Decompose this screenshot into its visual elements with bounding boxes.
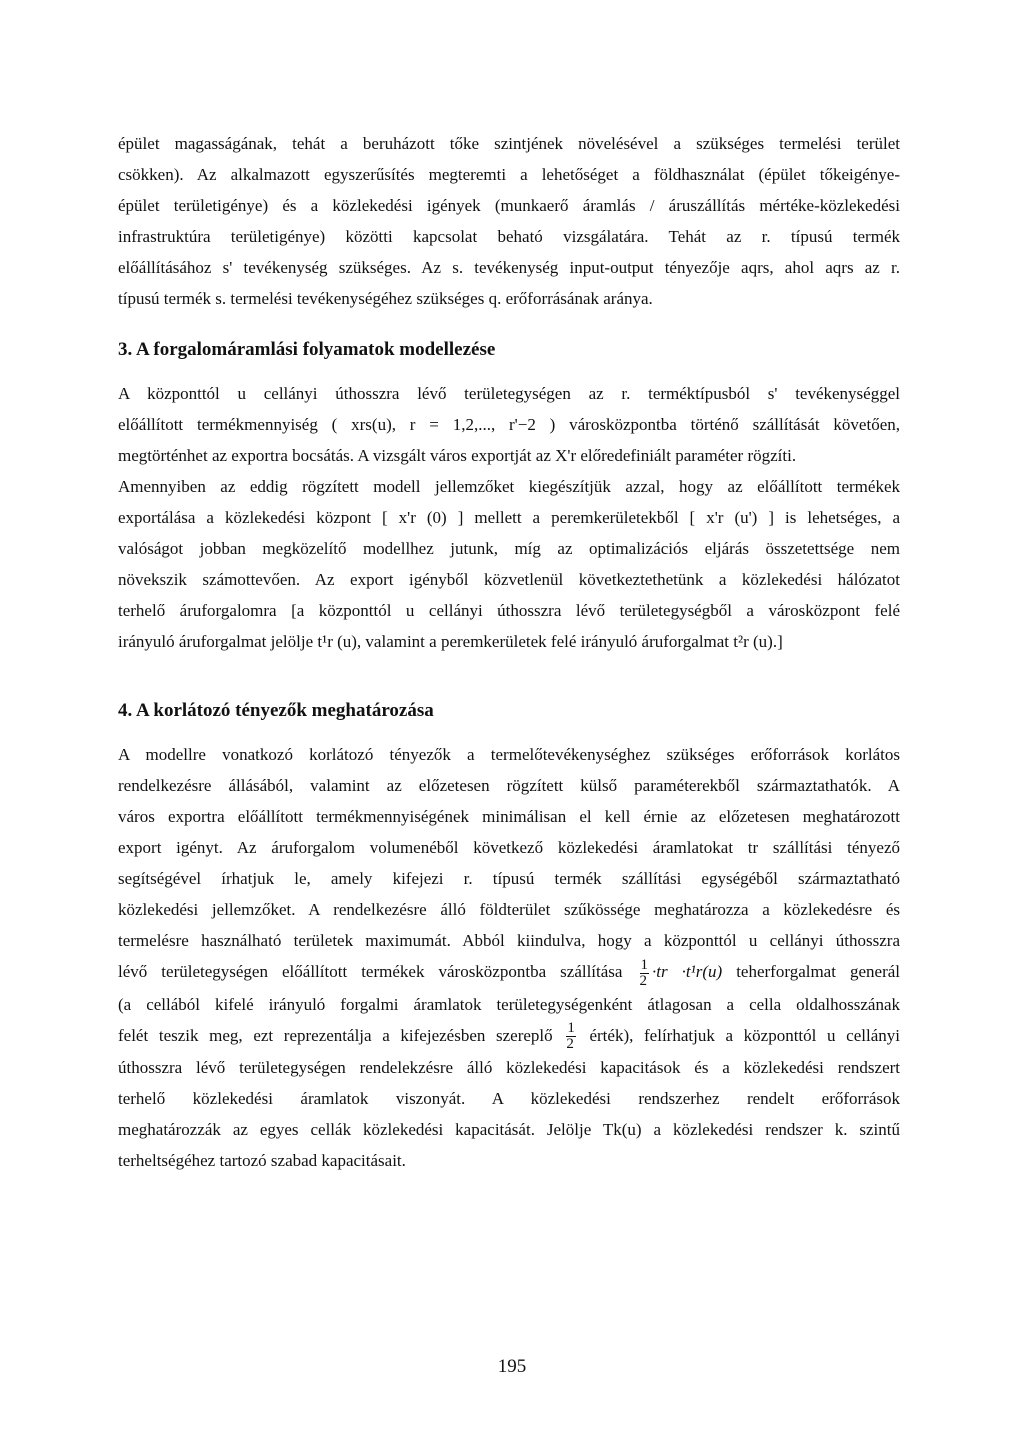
text-line-with-fraction — [118, 1020, 900, 1053]
text-line: meghatározzák az egyes cellák közlekedési kapacitását. Jelölje Tk(u) a közlekedési rendszer k. szintű — [118, 1120, 900, 1140]
document-page — [118, 128, 900, 1176]
fraction-one-half — [566, 1021, 576, 1052]
text-line: épület területigénye) és a közlekedési igények (munkaerő áramlás / áruszállítás mértéke-közlekedési — [118, 196, 900, 215]
text-line: növekszik számottevően. Az export igényből közvetlenül következtethetünk a közlekedési hálózatot — [118, 570, 900, 589]
text-line: előállításához s' tevékenység szükséges. Az s. tevékenység input-output tényezője aqrs, ahol aqrs az r. — [118, 258, 900, 277]
fraction-denominator: 2 — [566, 1036, 574, 1053]
intro-paragraph — [118, 128, 900, 314]
text-line: megtörténhet az exportra bocsátás. A vizsgált város exportját az X'r előredefiniált paraméter rögzíti. — [118, 446, 797, 465]
page-number: 195 — [497, 1356, 527, 1377]
section-3-paragraph — [118, 378, 900, 657]
section-4-heading: 4. A korlátozó tényezők meghatározása — [118, 700, 434, 721]
text-line: terheltségéhez tartozó szabad kapacitásait. — [118, 1151, 406, 1171]
text-line: épület magasságának, tehát a beruházott tőke szintjének növelésével a szükséges termelési terület — [118, 134, 900, 153]
formula-expression: ·tr ·t¹r(u) — [652, 962, 723, 981]
text-line: valóságot jobban megközelítő modellhez jutunk, míg az optimalizációs eljárás összetettsége nem — [118, 539, 900, 558]
text-line: infrastruktúra területigénye) közötti kapcsolat beható vizsgálatára. Tehát az r. típusú termék — [118, 227, 900, 246]
text-line: közlekedési jellemzőket. A rendelkezésre álló földterület szűkössége meghatározza a közlekedésre és — [118, 900, 900, 919]
text-line: terhelő áruforgalomra [a központtól u cellányi úthosszra lévő területegységből a városközpont felé — [118, 601, 900, 620]
text-line: csökken). Az alkalmazott egyszerűsítés megteremti a lehetőséget a földhasználat (épület tőkeigénye- — [118, 165, 900, 184]
fraction-one-half — [640, 958, 650, 989]
text-line-with-formula — [118, 956, 900, 989]
text-line: termelésre használható területek maximumát. Abból kiindulva, hogy a központtól u cellányi úthosszra — [118, 931, 900, 950]
fraction-tail-text: érték), felírhatjuk a központtól u cellányi — [589, 1025, 900, 1045]
fraction-numerator: 1 — [567, 1020, 575, 1037]
fraction-lead-text: felét teszik meg, ezt reprezentálja a kifejezésben szereplő — [118, 1025, 553, 1045]
text-line: irányuló áruforgalmat jelölje t¹r (u), valamint a peremkerületek felé irányuló áruforgalmat t²r (u).] — [118, 632, 783, 651]
text-line: város exportra előállított termékmennyiségének minimálisan el kell érnie az előzetesen meghatározott — [118, 807, 900, 826]
text-line: előállított termékmennyiség ( xrs(u), r = 1,2,..., r'−2 ) városközpontba történő szállítását követően, — [118, 415, 900, 434]
section-4-paragraph — [118, 739, 900, 1176]
text-line: Amennyiben az eddig rögzített modell jellemzőket kiegészítjük azzal, hogy az előállított termékek — [118, 477, 900, 496]
formula-tail-text: teherforgalmat generál — [736, 962, 901, 981]
text-line: (a cellából kifelé irányuló forgalmi áramlatok területegységenként átlagosan a cella oldalhosszának — [118, 994, 900, 1014]
text-line: típusú termék s. termelési tevékenységéhez szükséges q. erőforrásának aránya. — [118, 289, 653, 308]
text-line: A központtól u cellányi úthosszra lévő területegységen az r. terméktípusból s' tevékenységgel — [118, 384, 900, 403]
section-3-heading: 3. A forgalomáramlási folyamatok modellezése — [118, 339, 496, 360]
formula-lead-text: lévő területegységen előállított termékek városközpontba szállítása — [118, 962, 623, 981]
fraction-numerator: 1 — [640, 956, 649, 973]
text-line: rendelkezésre állásából, valamint az előzetesen rögzített külső paraméterekből származtathatók. A — [118, 776, 900, 795]
fraction-denominator: 2 — [639, 972, 648, 989]
text-line: terhelő közlekedési áramlatok viszonyát. A közlekedési rendszerhez rendelt erőforrások — [118, 1089, 900, 1109]
text-line: A modellre vonatkozó korlátozó tényezők a termelőtevékenységhez szükséges erőforrások korlátos — [118, 745, 900, 764]
text-line: export igényt. Az áruforgalom volumenéből következő közlekedési áramlatokat tr szállítási tényező — [118, 838, 900, 857]
text-line: úthosszra lévő területegységen rendelekzésre álló közlekedési kapacitások és a közlekedési rendszert — [118, 1058, 900, 1078]
text-line: exportálása a közlekedési központ [ x'r (0) ] mellett a peremkerületekből [ x'r (u') ] is lehetséges, a — [118, 508, 900, 527]
text-line: segítségével írhatjuk le, amely kifejezi r. típusú termék szállítási egységéből származtatható — [118, 869, 900, 888]
